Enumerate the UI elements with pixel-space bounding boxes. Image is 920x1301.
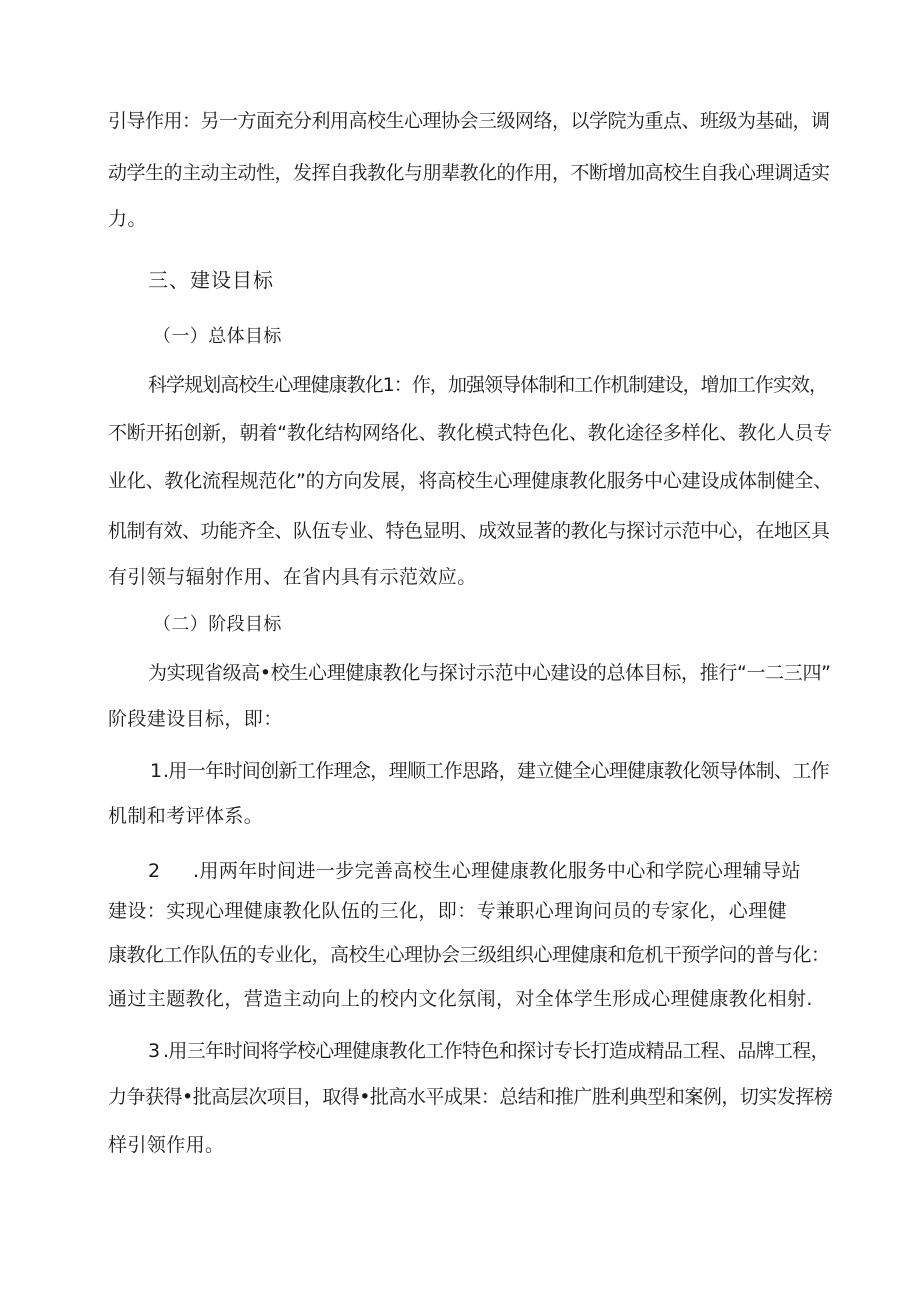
section-title: 三、建设目标 <box>148 268 274 292</box>
list-item-number: 1 <box>150 760 163 782</box>
paragraph-line: 业化、教化流程规范化”的方向发展，将高校生心理健康教化服务中心建设成体制健全、 <box>108 470 833 492</box>
list-item-number: 3 <box>148 1040 161 1062</box>
paragraph-line: 不断开拓创新，朝着“教化结构网络化、教化模式特色化、教化途径多样化、教化人员专 <box>108 422 833 444</box>
paragraph-line: 科学规划高校生心理健康教化1：作，加强领导体制和工作机制建设，增加工作实效， <box>148 374 827 396</box>
paragraph-line: .用三年时间将学校心理健康教化工作特色和探讨专长打造成精品工程、品牌工程， <box>163 1040 829 1062</box>
paragraph-line: 建设：实现心理健康教化队伍的三化，即：专兼职心理询问员的专家化，心理健 <box>108 900 788 922</box>
paragraph-line: 康教化工作队伍的专业化，高校生心理协会三级组织心理健康和危机干预学问的普与化： <box>108 944 830 966</box>
paragraph-line: 动学生的主动主动性，发挥自我教化与朋辈教化的作用，不断增加高校生自我心理调适实 <box>108 162 830 184</box>
paragraph-line: .用一年时间创新工作理念，理顺工作思路，建立健全心理健康教化领导体制、工作 <box>163 760 829 782</box>
subsection-heading: （一）总体目标 <box>153 326 282 347</box>
paragraph-line: 有引领与辐射作用、在省内具有示范效应。 <box>108 566 477 588</box>
paragraph-line: 力。 <box>108 208 147 230</box>
paragraph-line: 引导作用：另一方面充分利用高校生心理协会三级网络，以学院为重点、班级为基础，调 <box>108 110 830 132</box>
paragraph-line: 力争获得•批高层次项目，取得•批高水平成果：总结和推广胜利典型和案例，切实发挥榜 <box>108 1086 833 1108</box>
paragraph-line: 为实现省级高•校生心理健康教化与探讨示范中心建设的总体目标，推行“一二三四” <box>148 662 831 684</box>
paragraph-line: 机制有效、功能齐全、队伍专业、特色显明、成效显著的教化与探讨示范中心，在地区具 <box>108 520 830 542</box>
list-item-number: 2 <box>148 860 161 882</box>
paragraph-line: 机制和考评体系。 <box>108 805 264 827</box>
paragraph-line: .用两年时间进一步完善高校生心理健康教化服务中心和学院心理辅导站 <box>193 860 801 882</box>
paragraph-line: 阶段建设目标，即： <box>108 708 283 730</box>
subsection-heading: （二）阶段目标 <box>153 614 282 635</box>
paragraph-line: 通过主题教化，营造主动向上的校内文化氛闱，对全体学生形成心理健康教化相射. <box>108 988 813 1010</box>
paragraph-line: 样引领作用。 <box>108 1134 225 1156</box>
